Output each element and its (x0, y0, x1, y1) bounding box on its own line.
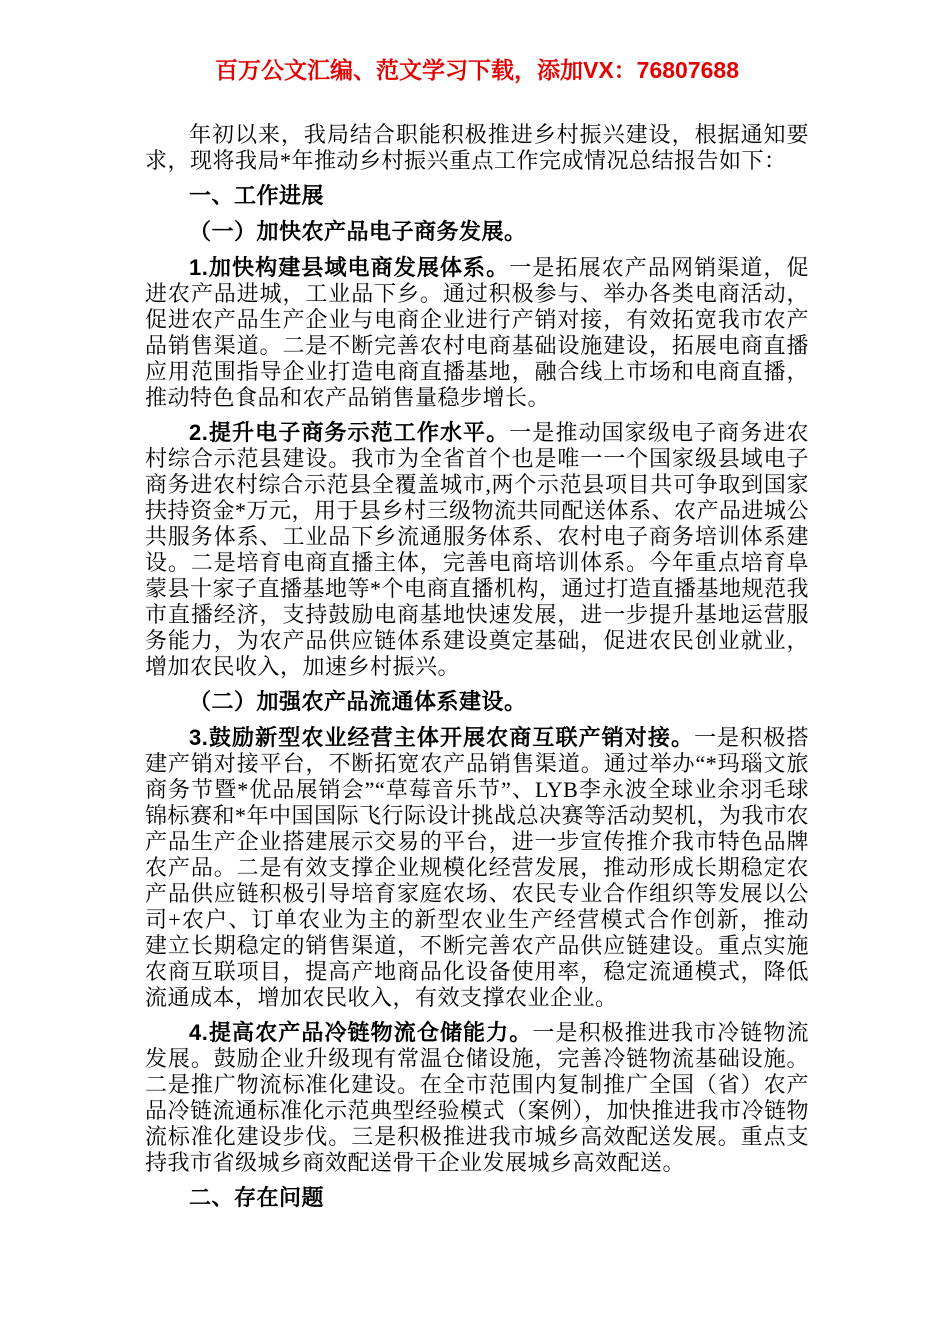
work-item-4 (145, 1020, 809, 1176)
notice-banner: 百万公文汇编、范文学习下载，添加VX：76807688 (214, 57, 739, 83)
work-item-2 (145, 420, 809, 680)
work-item-1-lead: 1.加快构建县域电商发展体系。 (189, 255, 510, 280)
work-item-1-body: 一是拓展农产品网销渠道，促进农产品进城，工业品下乡。通过积极参与、举办各类电商活动，促进农产品生产企业与电商企业进行产销对接，有效拓宽我市农产品销售渠道。二是不断完善农村电商基础设施建设，拓展电商直播应用范围指导企业打造电商直播基地，融合线上市场和电商直播，推动特色食品和农产品销售量稳步增长。 (145, 255, 809, 410)
subsection-2-heading: （二）加强农产品流通体系建设。 (189, 689, 527, 714)
subsection-1-heading: （一）加快农产品电子商务发展。 (189, 219, 527, 244)
work-item-3 (145, 725, 809, 1011)
intro-paragraph: 年初以来，我局结合职能积极推进乡村振兴建设，根据通知要求，现将我局*年推动乡村振兴重点工作完成情况总结报告如下： (145, 122, 809, 173)
work-item-2-lead: 2.提升电子商务示范工作水平。 (189, 420, 510, 445)
work-item-4-body: 一是积极推进我市冷链物流发展。鼓励企业升级现有常温仓储设施，完善冷链物流基础设施。二是推广物流标准化建设。在全市范围内复制推广全国（省）农产品冷链流通标准化示范典型经验模式（案例），加快推进我市冷链物流标准化建设步伐。三是积极推进我市城乡高效配送发展。重点支持我市省级城乡商效配送骨干企业发展城乡高效配送。 (145, 1020, 810, 1175)
section-2-heading: 二、存在问题 (189, 1185, 325, 1210)
work-item-4-lead: 4.提高农产品冷链物流仓储能力。 (189, 1020, 533, 1045)
work-item-3-lead: 3.鼓励新型农业经营主体开展农商互联产销对接。 (189, 725, 695, 750)
section-1-heading: 一、工作进展 (189, 183, 325, 208)
work-item-1 (145, 255, 809, 411)
work-item-3-body: 一是积极搭建产销对接平台，不断拓宽农产品销售渠道。通过举办“*玛瑙文旅商务节暨*优品展销会”“草莓音乐节”、LYB李永波全球业余羽毛球锦标赛和*年中国国际飞行际设计挑战总决赛等活动契机，为我市农产品生产企业搭建展示交易的平台，进一步宣传推介我市特色品牌农产品。二是有效支撑企业规模化经营发展，推动形成长期稳定农产品供应链积极引导培育家庭农场、农民专业合作组织等发展以公司+农户、订单农业为主的新型农业生产经营模式合作创新，推动建立长期稳定的销售渠道，不断完善农产品供应链建设。重点实施农商互联项目，提高产地商品化设备使用率，稳定流通模式，降低流通成本，增加农民收入，有效支撑农业企业。 (145, 725, 810, 1010)
work-item-2-body: 一是推动国家级电子商务进农村综合示范县建设。我市为全省首个也是唯一一个国家级县域电子商务进农村综合示范县全覆盖城市,两个示范县项目共可争取到国家扶持资金*万元，用于县乡村三级物流共同配送体系、农产品进城公共服务体系、工业品下乡流通服务体系、农村电子商务培训体系建设。二是培育电商直播主体，完善电商培训体系。今年重点培育阜蒙县十家子直播基地等*个电商直播机构，通过打造直播基地规范我市直播经济，支持鼓励电商基地快速发展，进一步提升基地运营服务能力，为农产品供应链体系建设奠定基础，促进农民创业就业，增加农民收入，加速乡村振兴。 (145, 420, 810, 679)
